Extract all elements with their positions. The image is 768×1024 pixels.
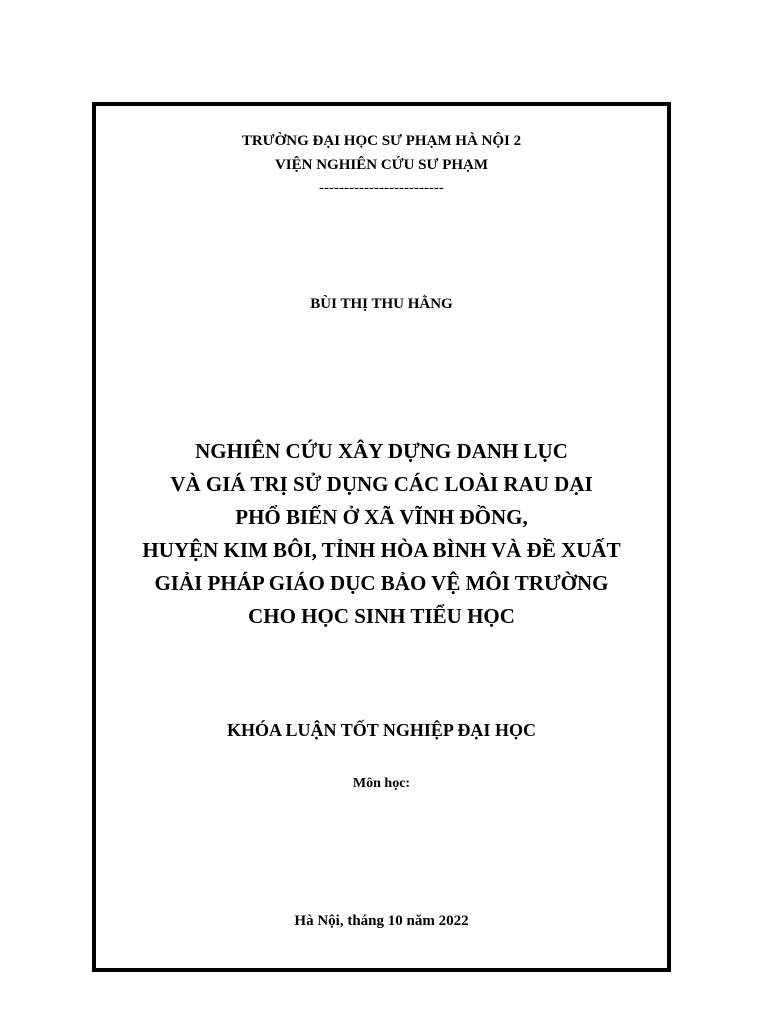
thesis-title-line: GIẢI PHÁP GIÁO DỤC BẢO VỆ MÔI TRƯỜNG — [154, 571, 609, 595]
university-name: TRƯỜNG ĐẠI HỌC SƯ PHẠM HÀ NỘI 2 — [241, 133, 522, 149]
author-name: BÙI THỊ THU HẰNG — [310, 296, 453, 312]
place-and-date: Hà Nội, tháng 10 năm 2022 — [294, 913, 469, 929]
degree-type: KHÓA LUẬN TỐT NGHIỆP ĐẠI HỌC — [227, 720, 536, 740]
thesis-title — [96, 435, 667, 633]
institute-name: VIỆN NGHIÊN CỨU SƯ PHẠM — [274, 157, 489, 173]
subject-label: Môn học: — [352, 776, 411, 791]
thesis-title-line: NGHIÊN CỨU XÂY DỰNG DANH LỤC — [195, 439, 568, 463]
thesis-title-line: VÀ GIÁ TRỊ SỬ DỤNG CÁC LOÀI RAU DẠI — [170, 472, 593, 496]
header-separator: ------------------------- — [319, 180, 444, 196]
thesis-title-line: PHỔ BIẾN Ở XÃ VĨNH ĐỒNG, — [235, 505, 528, 529]
cover-page-border — [92, 102, 671, 972]
thesis-title-line: CHO HỌC SINH TIỂU HỌC — [248, 604, 515, 628]
thesis-title-line: HUYỆN KIM BÔI, TỈNH HÒA BÌNH VÀ ĐỀ XUẤT — [142, 538, 621, 562]
